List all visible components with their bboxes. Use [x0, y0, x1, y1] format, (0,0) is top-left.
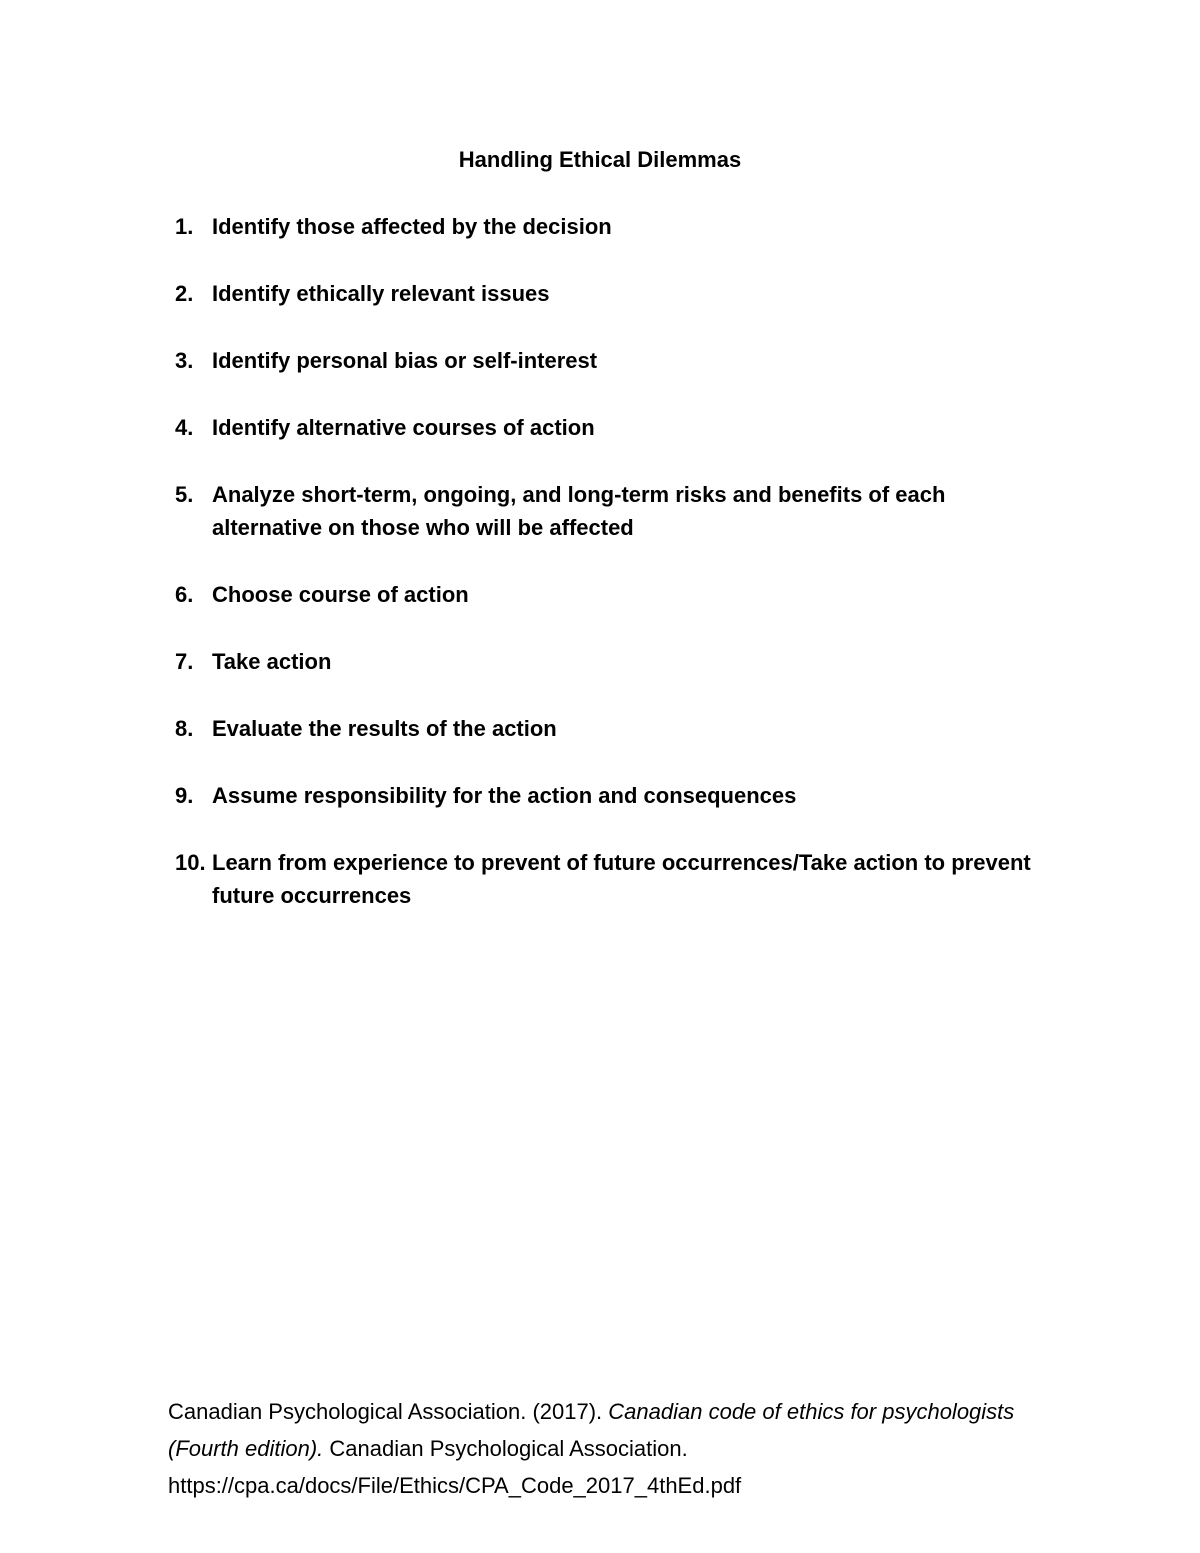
list-item [175, 210, 1045, 243]
list-item [175, 411, 1045, 444]
list-item [175, 277, 1045, 310]
list-item [175, 478, 1045, 544]
citation-publisher: Canadian Psychological Association. [329, 1436, 688, 1461]
step-number: 9. [175, 783, 194, 808]
step-text: Take action [212, 649, 332, 674]
list-item [175, 846, 1045, 912]
step-text: Identify those affected by the decision [212, 214, 612, 239]
list-item [175, 344, 1045, 377]
step-text: Learn from experience to prevent of future occurrences/Take action to prevent future occurrences [212, 850, 1031, 908]
step-number: 3. [175, 348, 194, 373]
step-text: Assume responsibility for the action and consequences [212, 783, 797, 808]
page-title: Handling Ethical Dilemmas [458, 147, 742, 172]
list-item [175, 578, 1045, 611]
step-number: 4. [175, 415, 194, 440]
step-text: Choose course of action [212, 582, 469, 607]
step-number: 5. [175, 482, 194, 507]
step-number: 1. [175, 214, 194, 239]
list-item [175, 779, 1045, 812]
step-number: 6. [175, 582, 194, 607]
step-text: Identify personal bias or self-interest [212, 348, 598, 373]
step-text: Identify alternative courses of action [212, 415, 595, 440]
step-text: Evaluate the results of the action [212, 716, 557, 741]
citation-author-year: Canadian Psychological Association. (2017). [168, 1399, 603, 1424]
step-text: Analyze short-term, ongoing, and long-term risks and benefits of each alternative on those who will be affected [212, 482, 946, 540]
citation-url[interactable]: https://cpa.ca/docs/File/Ethics/CPA_Code_2017_4thEd.pdf [168, 1473, 742, 1498]
step-number: 10. [175, 850, 206, 875]
steps-list [175, 210, 1045, 946]
step-number: 8. [175, 716, 194, 741]
citation-work-title: Canadian code of ethics for psychologists (Fourth edition). [168, 1399, 1015, 1461]
step-number: 7. [175, 649, 194, 674]
step-text: Identify ethically relevant issues [212, 281, 550, 306]
list-item [175, 645, 1045, 678]
step-number: 2. [175, 281, 194, 306]
list-item [175, 712, 1045, 745]
reference-citation [168, 1393, 1048, 1504]
